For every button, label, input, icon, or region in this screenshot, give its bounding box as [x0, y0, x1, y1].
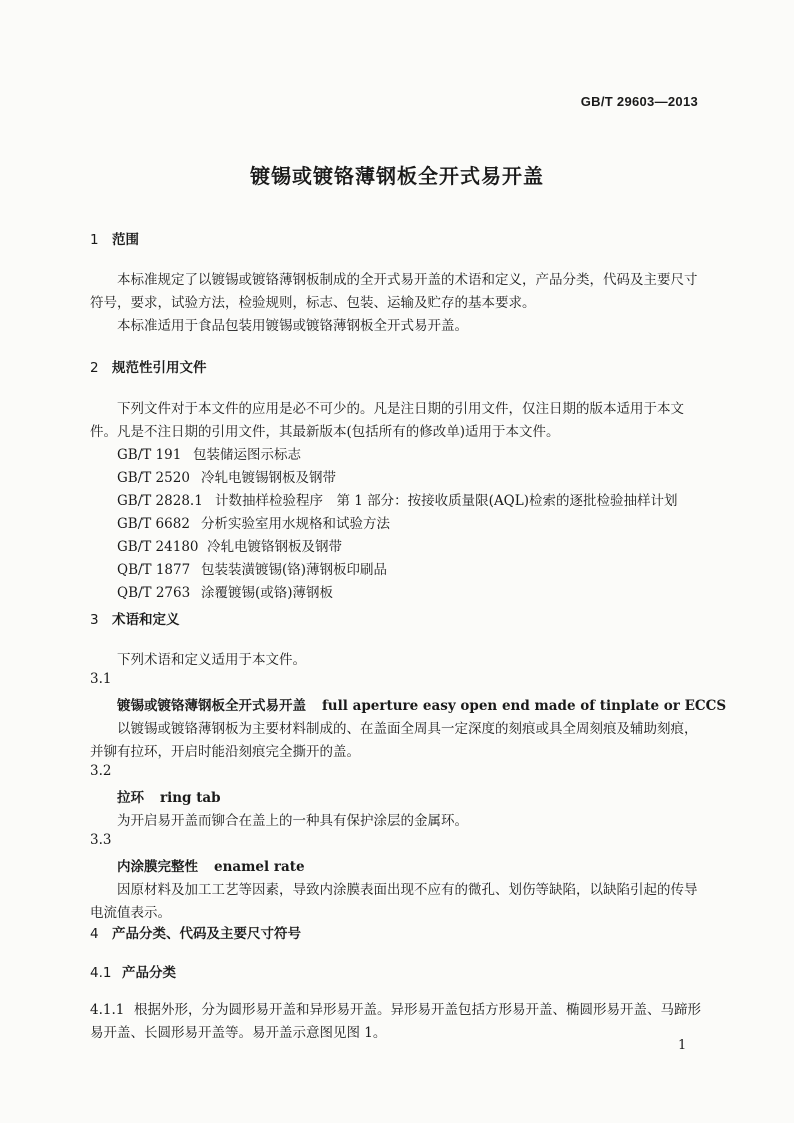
page-number: 1	[678, 1038, 687, 1053]
clause-4-1-1-line-1	[90, 998, 701, 1018]
section-2-para-line-1: 下列文件对于本文件的应用是必不可少的。凡是注日期的引用文件，仅注日期的版本适用于本文	[117, 401, 684, 417]
term-heading	[117, 786, 221, 806]
reference-code: GB/T 191	[117, 447, 182, 463]
section-1-title: 范围	[112, 232, 139, 248]
reference-item	[117, 581, 333, 601]
reference-code: QB/T 2763	[117, 585, 191, 601]
standard-number: GB/T 29603—2013	[580, 94, 698, 109]
clause-text: 根据外形，分为圆形易开盖和异形易开盖。异形易开盖包括方形易开盖、椭圆形易开盖、马蹄形	[134, 1002, 701, 1018]
section-1-heading	[90, 228, 139, 248]
document-title: 镀锡或镀铬薄钢板全开式易开盖	[250, 164, 544, 188]
term-english: full aperture easy open end made of tinplate or ECCS	[322, 698, 727, 714]
section-4-number: 4	[90, 926, 99, 942]
clause-number: 4.1.1	[90, 1002, 125, 1018]
term-english: ring tab	[160, 790, 221, 806]
term-definition-line-2: 电流值表示。	[90, 905, 171, 921]
reference-item	[117, 489, 678, 509]
term-chinese: 拉环	[117, 790, 144, 806]
section-1-para-1-line-2: 符号，要求，试验方法，检验规则，标志、包装、运输及贮存的基本要求。	[90, 295, 536, 311]
reference-item	[117, 535, 342, 555]
term-definition-line-2: 并铆有拉环，开启时能沿刻痕完全撕开的盖。	[90, 744, 360, 760]
subsection-4-1-heading	[90, 961, 176, 981]
reference-title: 冷轧电镀锡钢板及钢带	[201, 470, 336, 486]
reference-code: GB/T 24180	[117, 539, 199, 555]
reference-title: 包装储运图示标志	[193, 447, 301, 463]
reference-item	[117, 558, 387, 578]
term-definition-line-1: 以镀锡或镀铬薄钢板为主要材料制成的、在盖面全周具一定深度的刻痕或具全周刻痕及辅助刻痕，	[117, 721, 698, 737]
term-chinese: 镀锡或镀铬薄钢板全开式易开盖	[117, 698, 306, 714]
term-english: enamel rate	[214, 859, 305, 875]
section-2-number: 2	[90, 360, 99, 376]
section-1-para-2: 本标准适用于食品包装用镀锡或镀铬薄钢板全开式易开盖。	[117, 318, 468, 334]
section-1-para-1-line-1: 本标准规定了以镀锡或镀铬薄钢板制成的全开式易开盖的术语和定义，产品分类，代码及主要尺寸	[117, 272, 698, 288]
section-2-heading	[90, 356, 207, 376]
reference-title: 冷轧电镀铬钢板及钢带	[207, 539, 342, 555]
section-2-title: 规范性引用文件	[112, 360, 207, 376]
reference-item	[117, 466, 336, 486]
reference-item	[117, 512, 390, 532]
subsection-number: 4.1	[90, 965, 112, 981]
section-3-number: 3	[90, 612, 99, 628]
section-4-title: 产品分类、代码及主要尺寸符号	[112, 926, 301, 942]
section-3-intro: 下列术语和定义适用于本文件。	[117, 652, 306, 668]
section-3-heading	[90, 608, 180, 628]
term-heading	[117, 855, 305, 875]
reference-title: 分析实验室用水规格和试验方法	[201, 516, 390, 532]
section-2-para-line-2: 件。凡是不注日期的引用文件，其最新版本(包括所有的修改单)适用于本文件。	[90, 424, 560, 440]
term-chinese: 内涂膜完整性	[117, 859, 198, 875]
reference-code: QB/T 1877	[117, 562, 191, 578]
reference-title: 计数抽样检验程序 第 1 部分：按接收质量限(AQL)检索的逐批检验抽样计划	[215, 493, 678, 509]
term-number: 3.2	[90, 763, 112, 779]
subsection-title: 产品分类	[122, 965, 176, 981]
reference-code: GB/T 6682	[117, 516, 190, 532]
term-number: 3.3	[90, 832, 112, 848]
reference-item	[117, 443, 301, 463]
term-definition-line-1: 因原材料及加工工艺等因素，导致内涂膜表面出现不应有的微孔、划伤等缺陷，以缺陷引起的传导	[117, 882, 698, 898]
reference-title: 涂覆镀锡(或铬)薄钢板	[201, 585, 334, 601]
section-4-heading	[90, 922, 301, 942]
reference-code: GB/T 2828.1	[117, 493, 203, 509]
reference-code: GB/T 2520	[117, 470, 190, 486]
reference-title: 包装装潢镀锡(铬)薄钢板印刷品	[201, 562, 388, 578]
term-definition-line-1: 为开启易开盖而铆合在盖上的一种具有保护涂层的金属环。	[117, 813, 468, 829]
term-heading	[117, 694, 726, 714]
clause-4-1-1-line-2: 易开盖、长圆形易开盖等。易开盖示意图见图 1。	[90, 1025, 387, 1041]
section-1-number: 1	[90, 232, 99, 248]
section-3-title: 术语和定义	[112, 612, 180, 628]
term-number: 3.1	[90, 671, 112, 687]
